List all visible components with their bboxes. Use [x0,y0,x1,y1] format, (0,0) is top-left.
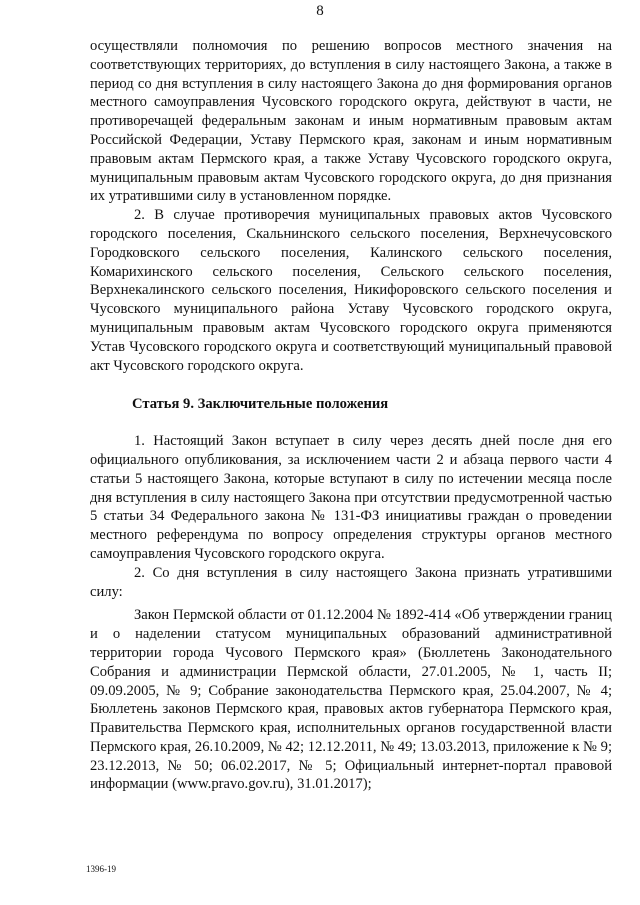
paragraph-2: 2. В случае противоречия муниципальных правовых актов Чусовского городского поселения, Скальнинского сельского поселения, Верхнечусовского Городковского сельского поселения, Калинского сельского поселения, Комарихинского сельского поселения, Сельского сельского поселения, Верхнекалинского сельского поселения, Никифоровского сельского поселения и Чусовского муниципального района Уставу Чусовского городского округа, муниципальным правовым актам Чусовского городского округа применяются Устав Чусовского городского округа и соответствующий муниципальный правовой акт Чусовского городского округа. [90,207,612,374]
paragraph-repealed-law: Закон Пермской области от 01.12.2004 № 1892-414 «Об утверждении границ и о наделении статусом муниципальных образований административной территории города Чусового Пермского края» (Бюллетень Законодательного Собрания и администрации Пермской области, 27.01.2005, № 1, часть II; 09.09.2005, № 9; Собрание законодательства Пермского края, 25.04.2007, № 4; Бюллетень законов Пермского края, правовых актов губернатора Пермского края, Правительства Пермского края, исполнительных органов государственной власти Пермского края, 26.10.2009, № 42; 12.12.2011, № 49; 13.03.2013, приложение к № 9; 23.12.2013, № 50; 06.02.2017, № 5; Официальный интернет-портал правовой информации (www.pravo.gov.ru), 31.01.2017); [90,607,612,793]
document-code: 1396-19 [86,864,116,874]
paragraph-article9-2: 2. Со дня вступления в силу настоящего Закона признать утратившими силу: [90,564,612,600]
paragraph-article9-1: 1. Настоящий Закон вступает в силу через десять дней после дня его официального опубликования, за исключением части 2 и абзаца первого части 4 статьи 5 настоящего Закона, которые вступают в силу по истечении месяца после дня вступления в силу настоящего Закона при отсутствии предусмотренной частью 5 статьи 34 Федерального закона № 131-ФЗ инициативы граждан о проведении местного референдума по вопросу определения структуры органов местного самоуправления Чусовского городского округа. [90,433,612,562]
paragraph-continued: осуществляли полномочия по решению вопросов местного значения на соответствующих территориях, до вступления в силу настоящего Закона, а также в период со дня вступления в силу настоящего Закона до дня формирования органов местного самоуправления Чусовского городского округа, действуют в части, не противоречащей федеральным законам и иным нормативным правовым актам Российской Федерации, Уставу Пермского края, законам и иным нормативным правовым актам Пермского края, а также Уставу Чусовского городского округа, муниципальным правовым актам Чусовского городского округа, до дня признания их утратившими силу в установленном порядке. [90,38,612,205]
page-number: 8 [316,3,324,19]
article-heading: Статья 9. Заключительные положения [132,396,389,413]
document-body [90,37,612,794]
